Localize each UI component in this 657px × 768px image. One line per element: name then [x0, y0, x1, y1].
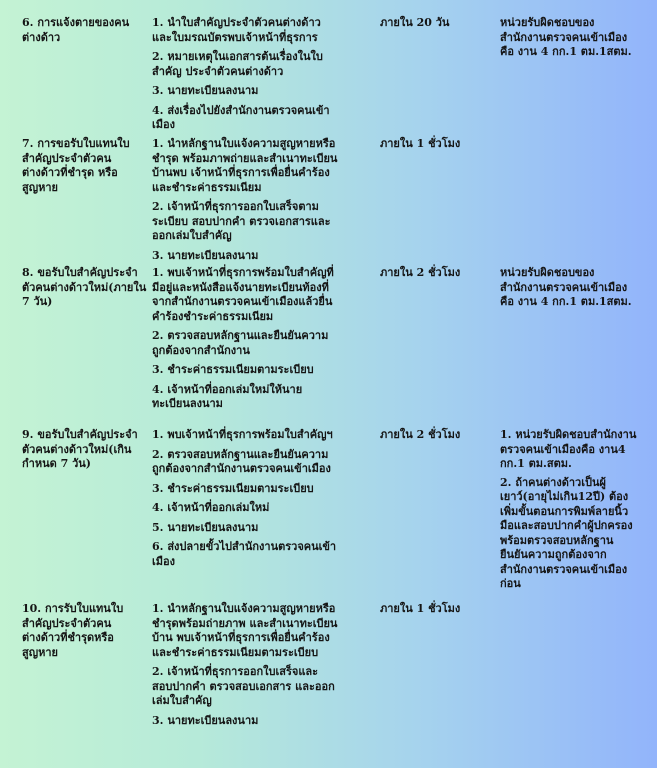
procedure-step: 1. นำหลักฐานใบแจ้งความสูญหายหรือชำรุด พร้อมภาพถ่ายและสำเนาทะเบียนบ้านพบ เจ้าหน้าที่ธุรการเพื่อยื่นคำร้องและชำระค่าธรรมเนียม	[152, 137, 338, 194]
procedure-duration: ภายใน 20 วัน	[380, 16, 450, 29]
procedure-duration: ภายใน 1 ชั่วโมง	[380, 602, 461, 615]
procedure-note: หน่วยรับผิดชอบของสำนักงานตรวจคนเข้าเมืองคือ งาน 4 กก.1 ตม.1สตม.	[500, 266, 632, 308]
procedure-step: 3. นายทะเบียนลงนาม	[152, 248, 259, 262]
procedure-step: 1. พบเจ้าหน้าที่ธุรการพร้อมใบสำคัญที่มีอยู่และหนังสือแจ้งนายทะเบียนท้องที่จากสำนักงานตรวจคนเข้าเมืองแล้วยื่นคำร้องชำระค่าธรรมเนียม	[152, 266, 334, 323]
procedure-steps	[152, 602, 338, 733]
procedure-steps	[152, 428, 338, 574]
procedure-steps	[152, 137, 338, 268]
procedure-step: 3. ชำระค่าธรรมเนียมตามระเบียบ	[152, 363, 314, 376]
procedure-step: 3. นายทะเบียนลงนาม	[152, 713, 259, 727]
procedure-steps	[152, 16, 338, 138]
procedure-step: 4. เจ้าหน้าที่ออกเล่มใหม่ให้นายทะเบียนลงนาม	[152, 382, 303, 410]
procedure-title: 8. ขอรับใบสำคัญประจำตัวคนต่างด้าวใหม่(ภายใน 7 วัน)	[22, 266, 147, 308]
procedure-step: 2. หมายเหตุในเอกสารต้นเรื่องในใบสำคัญ ประจำตัวคนต่างด้าว	[152, 50, 323, 78]
procedure-note: 1. หน่วยรับผิดชอบสำนักงานตรวจคนเข้าเมืองคือ งาน4 กก.1 ตม.สตม.	[500, 428, 637, 470]
procedure-step: 2. เจ้าหน้าที่ธุรการออกใบเสร็จตามระเบียบ สอบปากคำ ตรวจเอกสารและออกเล่มใบสำคัญ	[152, 200, 331, 242]
procedure-step: 1. พบเจ้าหน้าที่ธุรการพร้อมใบสำคัญฯ	[152, 428, 333, 441]
procedure-title: 7. การขอรับใบแทนใบสำคัญประจำตัวคนต่างด้าวที่ชำรุด หรือสูญหาย	[22, 137, 130, 194]
procedure-notes	[500, 16, 640, 64]
procedure-step: 2. เจ้าหน้าที่ธุรการออกใบเสร็จและสอบปากคำ ตรวจสอบเอกสาร และออกเล่มใบสำคัญ	[152, 665, 335, 707]
procedure-steps	[152, 266, 338, 417]
procedure-step: 4. เจ้าหน้าที่ออกเล่มใหม่	[152, 501, 270, 514]
procedure-duration: ภายใน 2 ชั่วโมง	[380, 428, 461, 441]
procedure-notes	[500, 428, 640, 596]
procedure-step: 4. ส่งเรื่องไปยังสำนักงานตรวจคนเข้าเมือง	[152, 103, 330, 131]
procedure-step: 3. นายทะเบียนลงนาม	[152, 84, 259, 97]
procedure-title: 9. ขอรับใบสำคัญประจำตัวคนต่างด้าวใหม่(เกินกำหนด 7 วัน)	[22, 428, 138, 470]
procedure-note: 2. ถ้าคนต่างด้าวเป็นผู้เยาว์(อายุไม่เกิน12ปี) ต้องเพิ่มขั้นตอนการพิมพ์ลายนิ้วมือและสอบปากคำผู้ปกครองพร้อมตรวจสอบหลักฐานยืนยันความถูกต้องจากสำนักงานตรวจคนเข้าเมืองก่อน	[500, 475, 633, 590]
procedure-step: 2. ตรวจสอบหลักฐานและยืนยันความถูกต้องจากสำนักงาน	[152, 329, 329, 357]
procedure-step: 3. ชำระค่าธรรมเนียมตามระเบียบ	[152, 481, 314, 495]
procedure-step: 6. ส่งปลายขั้วไปสำนักงานตรวจคนเข้าเมือง	[152, 540, 337, 568]
procedure-step: 1. นำใบสำคัญประจำตัวคนต่างด้าวและใบมรณบัตรพบเจ้าหน้าที่ธุรการ	[152, 16, 321, 44]
procedure-title: 6. การแจ้งตายของคนต่างด้าว	[22, 16, 130, 44]
procedure-step: 1. นำหลักฐานใบแจ้งความสูญหายหรือชำรุดพร้อมถ่ายภาพ และสำเนาทะเบียนบ้าน พบเจ้าหน้าที่ธุรการเพื่อยื่นคำร้องและชำระค่าธรรมเนียมตามระเบียบ	[152, 602, 338, 659]
procedure-note: หน่วยรับผิดชอบของสำนักงานตรวจคนเข้าเมืองคือ งาน 4 กก.1 ตม.1สตม.	[500, 16, 632, 58]
procedure-step: 5. นายทะเบียนลงนาม	[152, 520, 259, 534]
procedure-notes	[500, 266, 640, 314]
procedure-title: 10. การรับใบแทนใบสำคัญประจำตัวคนต่างด้าวที่ชำรุดหรือสูญหาย	[22, 602, 124, 659]
procedure-duration: ภายใน 2 ชั่วโมง	[380, 266, 461, 279]
procedure-duration: ภายใน 1 ชั่วโมง	[380, 137, 461, 150]
procedure-step: 2. ตรวจสอบหลักฐานและยืนยันความถูกต้องจากสำนักงานตรวจคนเข้าเมือง	[152, 447, 331, 475]
